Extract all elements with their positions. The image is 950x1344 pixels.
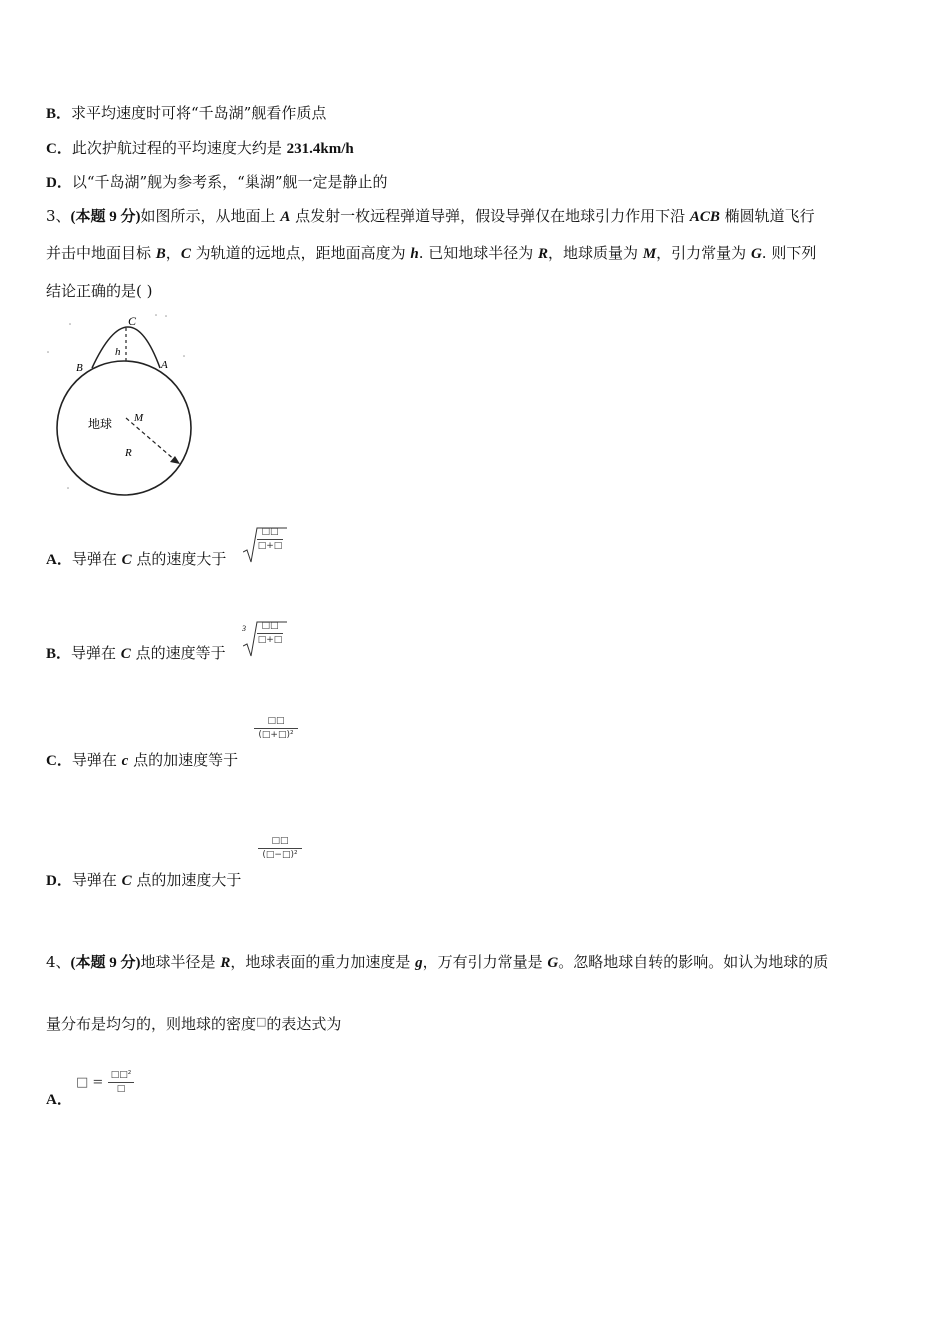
root-index: 3 — [242, 624, 246, 633]
var-c: C — [120, 646, 131, 662]
option-letter: B． — [46, 106, 72, 122]
option-letter: C． — [46, 141, 72, 157]
option-letter: D． — [46, 873, 72, 889]
denominator: □ — [116, 1084, 126, 1094]
option-letter: A． — [46, 1092, 72, 1108]
formula-fraction — [257, 621, 283, 646]
numerator: □□ — [261, 621, 279, 631]
var-b: B — [155, 246, 166, 262]
q2-option-b — [46, 102, 326, 123]
var-c: C — [121, 873, 132, 889]
var-acb: ACB — [689, 209, 720, 225]
stem-text: ，地球质量为 — [548, 244, 643, 262]
option-text: 导弹在 — [71, 550, 122, 568]
q3-stem-line1 — [46, 205, 815, 226]
formula-fraction — [258, 836, 302, 861]
q3-option-d — [46, 869, 241, 890]
var-r: R — [220, 955, 231, 971]
stem-text: 椭圆轨道飞行 — [719, 207, 815, 225]
label-m: M — [134, 412, 144, 424]
stem-text: 量分布是均匀的，则地球的密度 — [46, 1015, 257, 1033]
var-g: G — [547, 955, 559, 971]
speed-value: 231.4km/h — [286, 141, 354, 157]
stem-text: 点发射一枚远程弹道导弹，假设导弹仅在地球引力作用下沿 — [290, 207, 690, 225]
numerator: □□ — [261, 527, 279, 537]
label-r: R — [125, 447, 132, 459]
option-letter: D． — [46, 175, 72, 191]
label-h: h — [115, 346, 121, 358]
q3-option-b — [46, 642, 226, 663]
var-a: A — [280, 209, 291, 225]
var-h: h — [410, 246, 419, 262]
var-c: C — [121, 552, 132, 568]
stem-text: 。忽略地球自转的影响。如认为地球的质 — [558, 953, 829, 971]
orbit-figure — [44, 308, 204, 503]
formula-lhs: □ = — [76, 1075, 104, 1090]
option-text: 点的加速度等于 — [128, 751, 239, 769]
option-text: 导弹在 — [71, 644, 121, 662]
option-text: 导弹在 — [71, 751, 122, 769]
question-points: (本题 9 分) — [70, 209, 141, 225]
stem-text: ，万有引力常量是 — [422, 953, 548, 971]
q3-option-a — [46, 548, 226, 569]
option-letter: C． — [46, 753, 72, 769]
question-number: 3、 — [46, 207, 71, 225]
option-text: 点的速度大于 — [131, 550, 227, 568]
stem-text: ， — [165, 244, 181, 262]
numerator: □□² — [110, 1070, 132, 1080]
rho-symbol: □ — [256, 1015, 267, 1028]
option-letter: A． — [46, 552, 72, 568]
formula-fraction — [108, 1070, 134, 1095]
var-g: G — [750, 246, 762, 262]
q4-option-a — [46, 1088, 72, 1109]
radius-arrow — [126, 418, 176, 461]
formula-fraction — [254, 716, 298, 741]
stem-text: 如图所示，从地面上 — [140, 207, 281, 225]
option-text: 此次护航过程的平均速度大约是 — [71, 139, 287, 157]
numerator: □□ — [271, 836, 289, 846]
q2-option-d — [46, 171, 388, 192]
formula-fraction — [257, 527, 283, 552]
q3-stem-line3 — [46, 280, 152, 301]
arrow-head — [170, 456, 180, 464]
option-letter: B． — [46, 646, 72, 662]
stem-text: 为轨道的远地点，距地面高度为 — [190, 244, 411, 262]
stem-text: . 则下列 — [761, 244, 817, 262]
var-g-small: g — [415, 955, 423, 971]
option-text: 导弹在 — [71, 871, 122, 889]
stem-text: . 已知地球半径为 — [418, 244, 539, 262]
var-c: C — [180, 246, 191, 262]
denominator: (□+□)² — [258, 730, 294, 740]
stem-text: ，引力常量为 — [656, 244, 751, 262]
question-points: (本题 9 分) — [70, 955, 141, 971]
q3-stem-line2 — [46, 242, 816, 263]
stem-text: 的表达式为 — [266, 1015, 342, 1033]
option-text: 点的加速度大于 — [131, 871, 242, 889]
var-m: M — [642, 246, 657, 262]
q2-option-c — [46, 137, 354, 158]
option-text: 点的速度等于 — [130, 644, 226, 662]
denominator: (□−□)² — [262, 850, 298, 860]
question-number: 4、 — [46, 953, 71, 971]
stem-text: 并击中地面目标 — [46, 244, 156, 262]
label-c: C — [128, 314, 137, 328]
earth-circle — [57, 361, 191, 495]
stem-text: 结论正确的是( ) — [46, 282, 153, 300]
option-text: 求平均速度时可将“千岛湖”舰看作质点 — [71, 104, 327, 122]
q4-stem-line1 — [46, 951, 828, 972]
option-text: 以“千岛湖”舰为参考系，“巢湖”舰一定是静止的 — [71, 173, 388, 191]
denominator: □+□ — [257, 541, 283, 551]
stem-text: 地球半径是 — [140, 953, 221, 971]
q3-option-c — [46, 749, 238, 770]
label-b: B — [76, 362, 83, 374]
var-r: R — [538, 246, 549, 262]
denominator: □+□ — [257, 635, 283, 645]
label-a: A — [161, 359, 168, 371]
q4-stem-line2 — [46, 1013, 341, 1034]
stem-text: ，地球表面的重力加速度是 — [230, 953, 416, 971]
label-earth: 地球 — [88, 417, 113, 431]
numerator: □□ — [267, 716, 285, 726]
var-c: c — [121, 753, 129, 769]
